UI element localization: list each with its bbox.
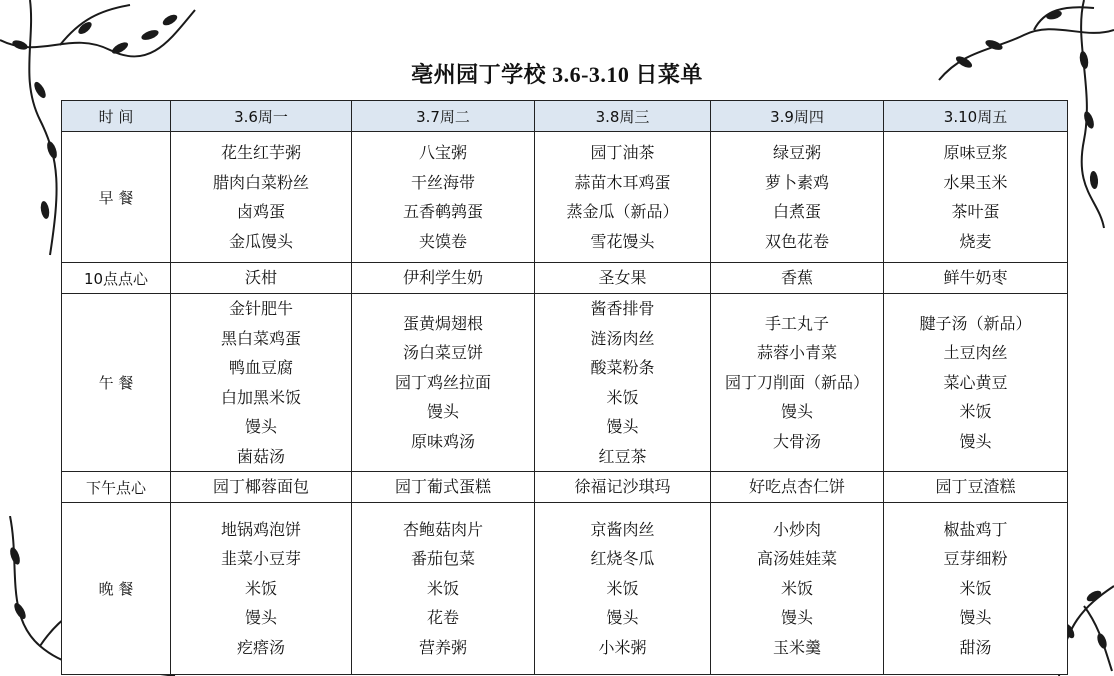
dish-item: 蒸金瓜（新品） bbox=[566, 202, 679, 221]
dish-item: 番茄包菜 bbox=[410, 549, 475, 569]
menu-cell bbox=[711, 132, 884, 263]
dish-item: 馒头 bbox=[606, 417, 639, 436]
meal-label: 早 餐 bbox=[62, 132, 171, 263]
dish-item: 园丁葡式蛋糕 bbox=[394, 477, 491, 496]
dish-item: 菜心黄豆 bbox=[943, 372, 1008, 392]
menu-cell bbox=[352, 294, 535, 472]
dish-item: 地锅鸡泡饼 bbox=[220, 519, 301, 539]
dish-item: 香蕉 bbox=[780, 268, 813, 287]
dish-item: 高汤娃娃菜 bbox=[756, 549, 837, 569]
menu-cell bbox=[884, 472, 1068, 503]
dish-item: 伊利学生奶 bbox=[402, 268, 483, 287]
dish-item: 花生红芋粥 bbox=[220, 143, 301, 162]
menu-cell bbox=[535, 263, 711, 294]
header-day: 3.6周一 bbox=[171, 101, 352, 132]
dish-item: 小炒肉 bbox=[772, 519, 821, 539]
dish-item: 米饭 bbox=[780, 578, 813, 598]
dish-item: 干丝海带 bbox=[410, 172, 475, 192]
dish-item: 米饭 bbox=[244, 578, 277, 598]
header-row bbox=[62, 101, 1068, 132]
meal-label: 10点点心 bbox=[62, 263, 171, 294]
dish-item: 京酱肉丝 bbox=[590, 519, 655, 539]
dish-item: 豆芽细粉 bbox=[943, 549, 1008, 569]
dish-item: 金瓜馒头 bbox=[228, 231, 293, 251]
dish-item: 营养粥 bbox=[418, 637, 467, 657]
dish-item: 酱香排骨 bbox=[590, 299, 655, 318]
dish-item: 米饭 bbox=[606, 387, 639, 407]
dish-item: 原味鸡汤 bbox=[410, 431, 475, 451]
dish-item: 大骨汤 bbox=[772, 431, 821, 451]
menu-table bbox=[61, 100, 1068, 675]
menu-cell bbox=[711, 503, 884, 675]
dish-item: 园丁鸡丝拉面 bbox=[394, 372, 491, 392]
dish-item: 菌菇汤 bbox=[236, 446, 285, 466]
menu-cell bbox=[171, 294, 352, 472]
meal-label: 晚 餐 bbox=[62, 503, 171, 675]
dish-item: 甜汤 bbox=[959, 637, 992, 657]
dish-item: 原味豆浆 bbox=[943, 143, 1008, 162]
menu-cell bbox=[352, 472, 535, 503]
dish-item: 涟汤肉丝 bbox=[590, 328, 655, 348]
menu-cell bbox=[535, 132, 711, 263]
dish-item: 馒头 bbox=[959, 431, 992, 451]
dish-item: 绿豆粥 bbox=[772, 143, 821, 162]
dish-item: 五香鹌鹑蛋 bbox=[402, 202, 483, 221]
dish-item: 茶叶蛋 bbox=[951, 202, 1000, 221]
menu-cell bbox=[535, 503, 711, 675]
meal-row-morning-snack bbox=[62, 263, 1068, 294]
dish-item: 双色花卷 bbox=[764, 231, 829, 251]
dish-item: 馒头 bbox=[606, 608, 639, 628]
dish-item: 韭菜小豆芽 bbox=[220, 549, 301, 569]
dish-item: 土豆肉丝 bbox=[943, 343, 1008, 363]
dish-item: 椒盐鸡丁 bbox=[943, 519, 1008, 539]
dish-item: 蒜苗木耳鸡蛋 bbox=[574, 172, 671, 192]
dish-item: 杏鲍菇肉片 bbox=[402, 519, 483, 539]
menu-cell bbox=[352, 263, 535, 294]
dish-item: 米饭 bbox=[426, 578, 459, 598]
menu-cell bbox=[535, 472, 711, 503]
dish-item: 雪花馒头 bbox=[590, 231, 655, 251]
meal-row-lunch bbox=[62, 294, 1068, 472]
dish-item: 馒头 bbox=[244, 608, 277, 628]
dish-item: 疙瘩汤 bbox=[236, 637, 285, 657]
dish-item: 夹馍卷 bbox=[418, 231, 467, 251]
dish-item: 馒头 bbox=[244, 417, 277, 436]
meal-row-dinner bbox=[62, 503, 1068, 675]
dish-item: 花卷 bbox=[426, 608, 459, 628]
dish-item: 园丁豆渣糕 bbox=[935, 477, 1016, 496]
dish-item: 腱子汤（新品） bbox=[919, 313, 1032, 333]
meal-row-breakfast bbox=[62, 132, 1068, 263]
menu-cell bbox=[171, 472, 352, 503]
dish-item: 汤白菜豆饼 bbox=[402, 343, 483, 363]
dish-item: 米饭 bbox=[959, 578, 992, 598]
meal-label: 下午点心 bbox=[62, 472, 171, 503]
menu-cell bbox=[711, 263, 884, 294]
dish-item: 黑白菜鸡蛋 bbox=[220, 328, 301, 348]
dish-item: 馒头 bbox=[959, 608, 992, 628]
header-day: 3.9周四 bbox=[711, 101, 884, 132]
dish-item: 圣女果 bbox=[598, 268, 647, 287]
dish-item: 白加黑米饭 bbox=[220, 387, 301, 407]
menu-cell bbox=[171, 503, 352, 675]
dish-item: 馒头 bbox=[780, 402, 813, 422]
dish-item: 腊肉白菜粉丝 bbox=[212, 172, 309, 192]
menu-cell bbox=[352, 503, 535, 675]
dish-item: 小米粥 bbox=[598, 637, 647, 657]
meal-label: 午 餐 bbox=[62, 294, 171, 472]
dish-item: 徐福记沙琪玛 bbox=[574, 477, 671, 496]
dish-item: 红豆茶 bbox=[598, 446, 647, 466]
dish-item: 金针肥牛 bbox=[228, 299, 293, 318]
menu-cell bbox=[884, 503, 1068, 675]
page-title: 亳州园丁学校 3.6-3.10 日菜单 bbox=[411, 62, 703, 87]
header-day: 3.8周三 bbox=[535, 101, 711, 132]
dish-item: 米饭 bbox=[606, 578, 639, 598]
menu-cell bbox=[711, 472, 884, 503]
meal-row-afternoon-snack bbox=[62, 472, 1068, 503]
menu-cell bbox=[884, 263, 1068, 294]
menu-cell bbox=[171, 263, 352, 294]
dish-item: 鲜牛奶枣 bbox=[943, 268, 1008, 287]
header-day: 3.10周五 bbox=[884, 101, 1068, 132]
dish-item: 蛋黄焗翅根 bbox=[402, 313, 483, 333]
dish-item: 玉米羹 bbox=[772, 637, 821, 657]
header-day: 3.7周二 bbox=[352, 101, 535, 132]
dish-item: 手工丸子 bbox=[764, 313, 829, 333]
dish-item: 园丁油茶 bbox=[590, 143, 655, 162]
dish-item: 园丁椰蓉面包 bbox=[212, 477, 309, 496]
menu-cell bbox=[711, 294, 884, 472]
dish-item: 馒头 bbox=[780, 608, 813, 628]
dish-item: 蒜蓉小青菜 bbox=[756, 343, 837, 363]
dish-item: 卤鸡蛋 bbox=[236, 202, 285, 221]
dish-item: 园丁刀削面（新品） bbox=[724, 372, 869, 392]
menu-cell bbox=[352, 132, 535, 263]
dish-item: 烧麦 bbox=[959, 231, 992, 251]
menu-cell bbox=[535, 294, 711, 472]
header-time: 时 间 bbox=[62, 101, 171, 132]
dish-item: 沃柑 bbox=[244, 268, 277, 287]
dish-item: 白煮蛋 bbox=[772, 202, 821, 221]
dish-item: 萝卜素鸡 bbox=[764, 172, 829, 192]
menu-cell bbox=[171, 132, 352, 263]
dish-item: 红烧冬瓜 bbox=[590, 549, 655, 569]
dish-item: 米饭 bbox=[959, 402, 992, 422]
dish-item: 鸭血豆腐 bbox=[228, 358, 293, 377]
menu-cell bbox=[884, 294, 1068, 472]
menu-cell bbox=[884, 132, 1068, 263]
dish-item: 馒头 bbox=[426, 402, 459, 422]
dish-item: 好吃点杏仁饼 bbox=[748, 477, 845, 496]
dish-item: 水果玉米 bbox=[943, 172, 1008, 192]
dish-item: 八宝粥 bbox=[418, 143, 467, 162]
dish-item: 酸菜粉条 bbox=[590, 358, 655, 377]
